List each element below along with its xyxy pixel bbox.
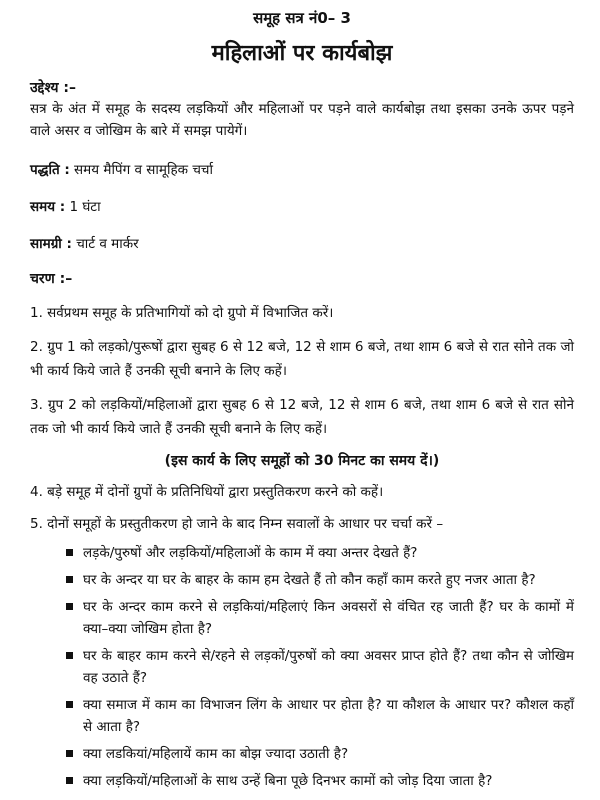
time-note: (इस कार्य के लिए समूहों को 30 मिनट का समय दें।) xyxy=(164,453,440,469)
material-label: सामग्री : xyxy=(30,236,72,252)
square-bullet-icon xyxy=(66,603,73,610)
step-5: 5. दोनों समूहों के प्रस्तुतीकरण हो जाने के बाद निम्न सवालों के आधार पर चर्चा करें – xyxy=(30,516,444,532)
question-item xyxy=(66,770,574,792)
time-row xyxy=(30,197,574,217)
step-4: 4. बड़े समूह में दोनों ग्रुपों के प्रतिनिधियों द्वारा प्रस्तुतिकरण करने को कहें। xyxy=(30,484,384,500)
question-item xyxy=(66,596,574,640)
method-label: पद्धति : xyxy=(30,162,70,178)
discussion-questions xyxy=(30,542,574,792)
question-text: घर के बाहर काम करने से/रहने से लड़कों/पुरुषों को क्या अवसर प्राप्त होते हैं? तथा कौन से जोखिम वह उठाते हैं? xyxy=(83,648,574,686)
session-number: समूह सत्र नं0– 3 xyxy=(253,9,351,27)
time-label: समय : xyxy=(30,199,66,215)
question-text: क्या लड़कियों/महिलाओं के साथ उन्हें बिना पूछे दिनभर कामों को जोड़ दिया जाता है? xyxy=(83,773,493,789)
question-item xyxy=(66,542,574,564)
question-text: क्या समाज में काम का विभाजन लिंग के आधार पर होता है? या कौशल के आधार पर? कौशल कहाँ से आता है? xyxy=(83,697,574,735)
square-bullet-icon xyxy=(66,701,73,708)
material-row xyxy=(30,234,574,254)
method-value: समय मैपिंग व सामूहिक चर्चा xyxy=(74,162,213,178)
method-row xyxy=(30,160,574,180)
question-item xyxy=(66,743,574,765)
question-text: घर के अन्दर काम करने से लड़कियां/महिलाएं किन अवसरों से वंचित रह जाती हैं? घर के कामों में क्या–क्या जोखिम होता है? xyxy=(83,599,574,637)
question-text: घर के अन्दर या घर के बाहर के काम हम देखते हैं तो कौन कहाँ काम करते हुए नजर आता है? xyxy=(83,572,536,588)
question-item xyxy=(66,694,574,738)
square-bullet-icon xyxy=(66,652,73,659)
steps-heading: चरण :– xyxy=(30,271,73,287)
question-text: लड़के/पुरुषों और लड़कियों/महिलाओं के काम में क्या अन्तर देखते हैं? xyxy=(83,545,418,561)
square-bullet-icon xyxy=(66,576,73,583)
step-3: 3. ग्रुप 2 को लड़कियों/महिलाओं द्वारा सुबह 6 से 12 बजे, 12 से शाम 6 बजे, तथा शाम 6 बजे से रात सोने तक जो भी कार्य किये जाते हैं उनकी सूची बनाने के लिए कहें। xyxy=(30,397,574,437)
objective-text: सत्र के अंत में समूह के सदस्य लड़कियों और महिलाओं पर पड़ने वाले कार्यबोझ तथा इसका उनके ऊपर पड़ने वाले असर व जोखिम के बारे में समझ पायेगें। xyxy=(30,101,574,139)
square-bullet-icon xyxy=(66,750,73,757)
objective-heading: उद्देश्य :– xyxy=(30,80,76,96)
question-item xyxy=(66,645,574,689)
step-2: 2. ग्रुप 1 को लड़को/पुरूषों द्वारा सुबह 6 से 12 बजे, 12 से शाम 6 बजे, तथा शाम 6 बजे से रात सोने तक जो भी कार्य किये जाते हैं उनकी सूची बनाने के लिए कहें। xyxy=(30,339,574,379)
page-title: महिलाओं पर कार्यबोझ xyxy=(211,41,393,66)
material-value: चार्ट व मार्कर xyxy=(76,236,139,252)
question-text: क्या लडकियां/महिलायें काम का बोझ ज्यादा उठाती है? xyxy=(83,746,349,762)
step-1: 1. सर्वप्रथम समूह के प्रतिभागियों को दो ग्रुपो में विभाजित करें। xyxy=(30,305,334,321)
time-value: 1 घंटा xyxy=(69,199,101,215)
question-item xyxy=(66,569,574,591)
square-bullet-icon xyxy=(66,777,73,784)
square-bullet-icon xyxy=(66,549,73,556)
